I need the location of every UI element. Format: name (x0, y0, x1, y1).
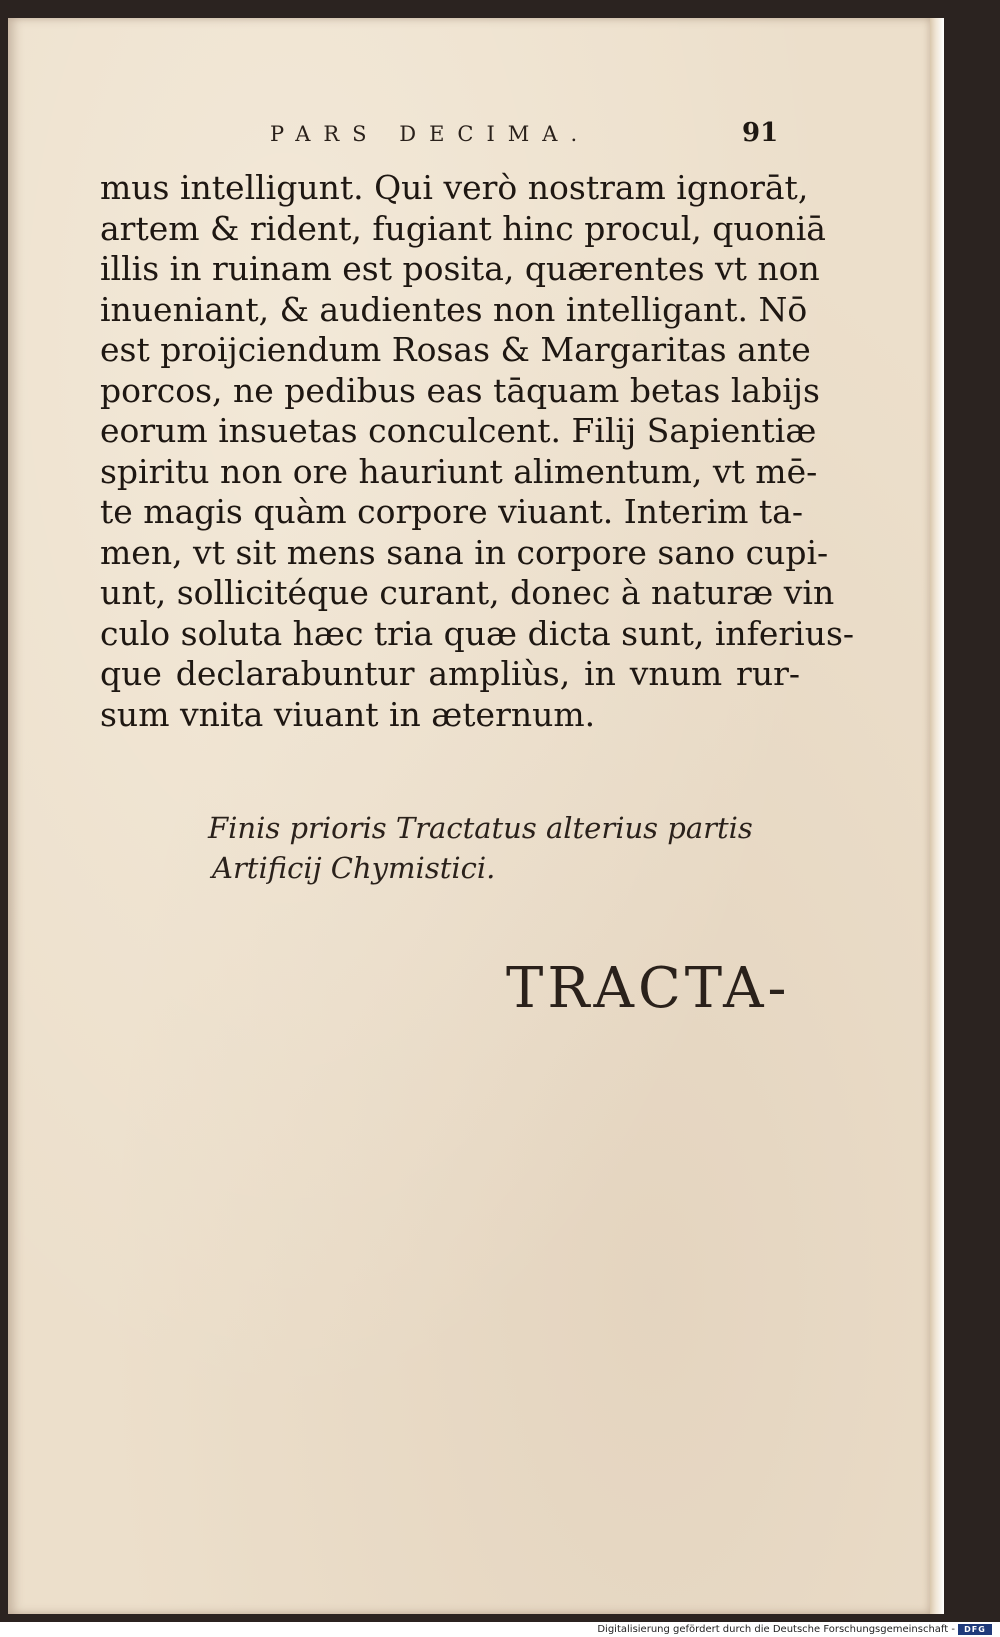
text-line: eorum insuetas conculcent. Filij Sapientiæ (100, 411, 817, 450)
text-line: porcos, ne pedibus eas tāquam betas labijs (100, 370, 820, 410)
text-line: inueniant, & audientes non intelligant. Nō (100, 289, 808, 329)
text-line: spiritu non ore hauriunt alimentum, vt mē- (100, 451, 818, 491)
colophon-line: Finis prioris Tractatus alterius partis (208, 811, 753, 845)
text-line: men, vt sit mens sana in corpore sano cupi- (100, 532, 829, 572)
page-edge (930, 18, 944, 1614)
text-line: que declarabuntur ampliùs, in vnum rur- (100, 654, 800, 693)
text-line: est proijciendum Rosas & Margaritas ante (100, 330, 811, 369)
digitization-credit: Digitalisierung gefördert durch die Deutsche Forschungsgemeinschaft - (597, 1624, 955, 1635)
footer-strip (0, 1622, 1000, 1637)
colophon-line: Artificij Chymistici. (212, 851, 496, 885)
running-title: PARS DECIMA. (270, 122, 591, 146)
page-number: 91 (742, 118, 779, 148)
catchword: TRACTA- (506, 956, 791, 1021)
dfg-logo: DFG (958, 1624, 992, 1635)
running-head (8, 106, 930, 146)
text-line: sum vnita viuant in æternum. (100, 694, 596, 734)
book-page (8, 18, 930, 1614)
text-line: mus intelligunt. Qui verò nostram ignorāt, (100, 168, 809, 207)
colophon (208, 808, 753, 888)
text-line: te magis quàm corpore viuant. Interim ta- (100, 492, 803, 531)
text-line: illis in ruinam est posita, quærentes vt non (100, 249, 820, 288)
body-text (100, 168, 855, 735)
text-line: culo soluta hæc tria quæ dicta sunt, inferius- (100, 613, 855, 653)
text-line: artem & rident, fugiant hinc procul, quoniā (100, 208, 826, 248)
text-line: unt, sollicitéque curant, donec à naturæ vin (100, 573, 835, 612)
